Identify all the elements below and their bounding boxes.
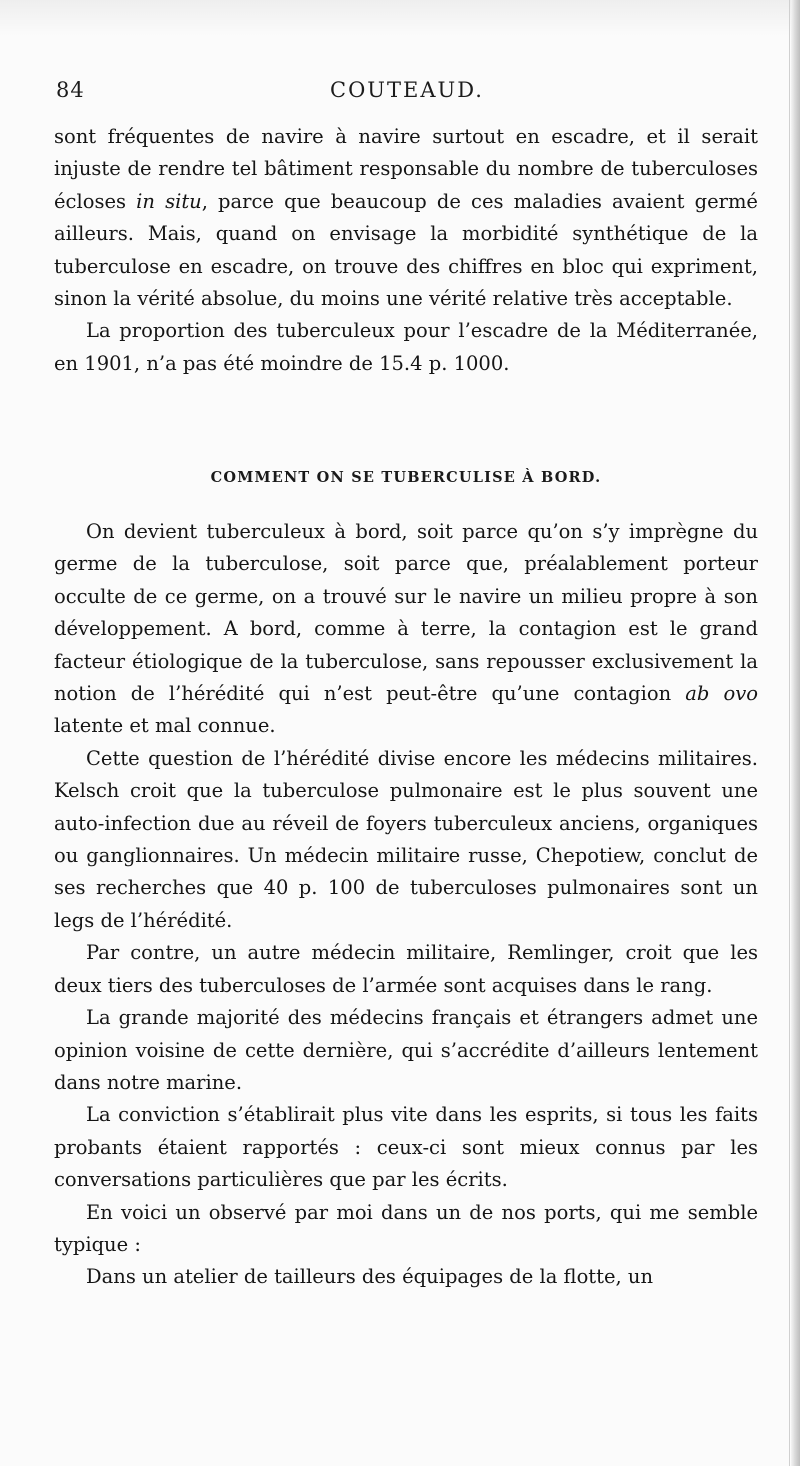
section-heading: COMMENT ON SE TUBERCULISE À BORD. bbox=[210, 469, 602, 486]
paragraph-text: latente et mal connue. bbox=[54, 714, 276, 738]
latin-phrase: ab ovo bbox=[685, 682, 758, 706]
page-edge-shadow bbox=[791, 0, 800, 1466]
paragraph: Par contre, un autre médecin militaire, Remlinger, croit que les deux tiers des tuberculoses de l’armée sont acquises dans le rang. bbox=[54, 941, 758, 997]
paragraph: Cette question de l’hérédité divise encore les médecins militaires. Kelsch croit que la tuberculose pulmonaire est le plus souvent une auto-infection due au réveil de foyers tuberculeux anciens, organiques ou ganglionnaires. Un médecin militaire russe, Chepotiew, conclut de ses recherches que 40 p. 100 de tuberculoses pulmonaires sont un legs de l’hérédité. bbox=[54, 746, 758, 932]
latin-phrase: in situ bbox=[136, 189, 202, 213]
paragraph bbox=[54, 516, 758, 743]
paragraph: Dans un atelier de tailleurs des équipages de la flotte, un bbox=[86, 1265, 654, 1289]
running-head: COUTEAUD. bbox=[330, 78, 484, 102]
paragraph: La grande majorité des médecins français et étrangers admet une opinion voisine de cette dernière, qui s’accrédite d’ailleurs lentement dans notre marine. bbox=[54, 1006, 758, 1094]
scan-shading bbox=[0, 0, 800, 36]
paragraph: La proportion des tuberculeux pour l’escadre de la Méditerranée, en 1901, n’a pas été moindre de 15.4 p. 1000. bbox=[54, 319, 758, 375]
body-text-section-one bbox=[54, 121, 758, 380]
page-edge-line bbox=[789, 0, 790, 1466]
paragraph-text: On devient tuberculeux à bord, soit parce qu’on s’y imprègne du germe de la tuberculose, soit parce que, préalablement porteur occulte de ce germe, on a trouvé sur le navire un milieu propre à son développement. A bord, comme à terre, la contagion est le grand facteur étiologique de la tuberculose, sans repousser exclusivement la notion de l’hérédité qui n’est peut-être qu’une contagion bbox=[54, 520, 758, 706]
page-header bbox=[56, 78, 758, 108]
paragraph-continuation bbox=[54, 121, 758, 315]
page-number: 84 bbox=[56, 78, 85, 102]
paragraph-text: , parce que beaucoup de ces maladies avaient germé ailleurs. Mais, quand on envisage la morbidité synthétique de la tuberculose en escadre, on trouve des chiffres en bloc qui expriment, sinon la vérité absolue, du moins une vérité relative très acceptable. bbox=[54, 189, 758, 311]
body-text-section-two bbox=[54, 516, 758, 1294]
paragraph: La conviction s’établirait plus vite dans les esprits, si tous les faits probants étaient rapportés : ceux-ci sont mieux connus par les conversations particulières que par les écrits. bbox=[54, 1103, 758, 1192]
paragraph: En voici un observé par moi dans un de nos ports, qui me semble typique : bbox=[54, 1200, 758, 1256]
paragraph-text: sont fréquentes de navire à navire surtout en escadre, et il serait injuste de rendre tel bâtiment responsable du nombre de tuberculoses écloses bbox=[54, 125, 758, 213]
